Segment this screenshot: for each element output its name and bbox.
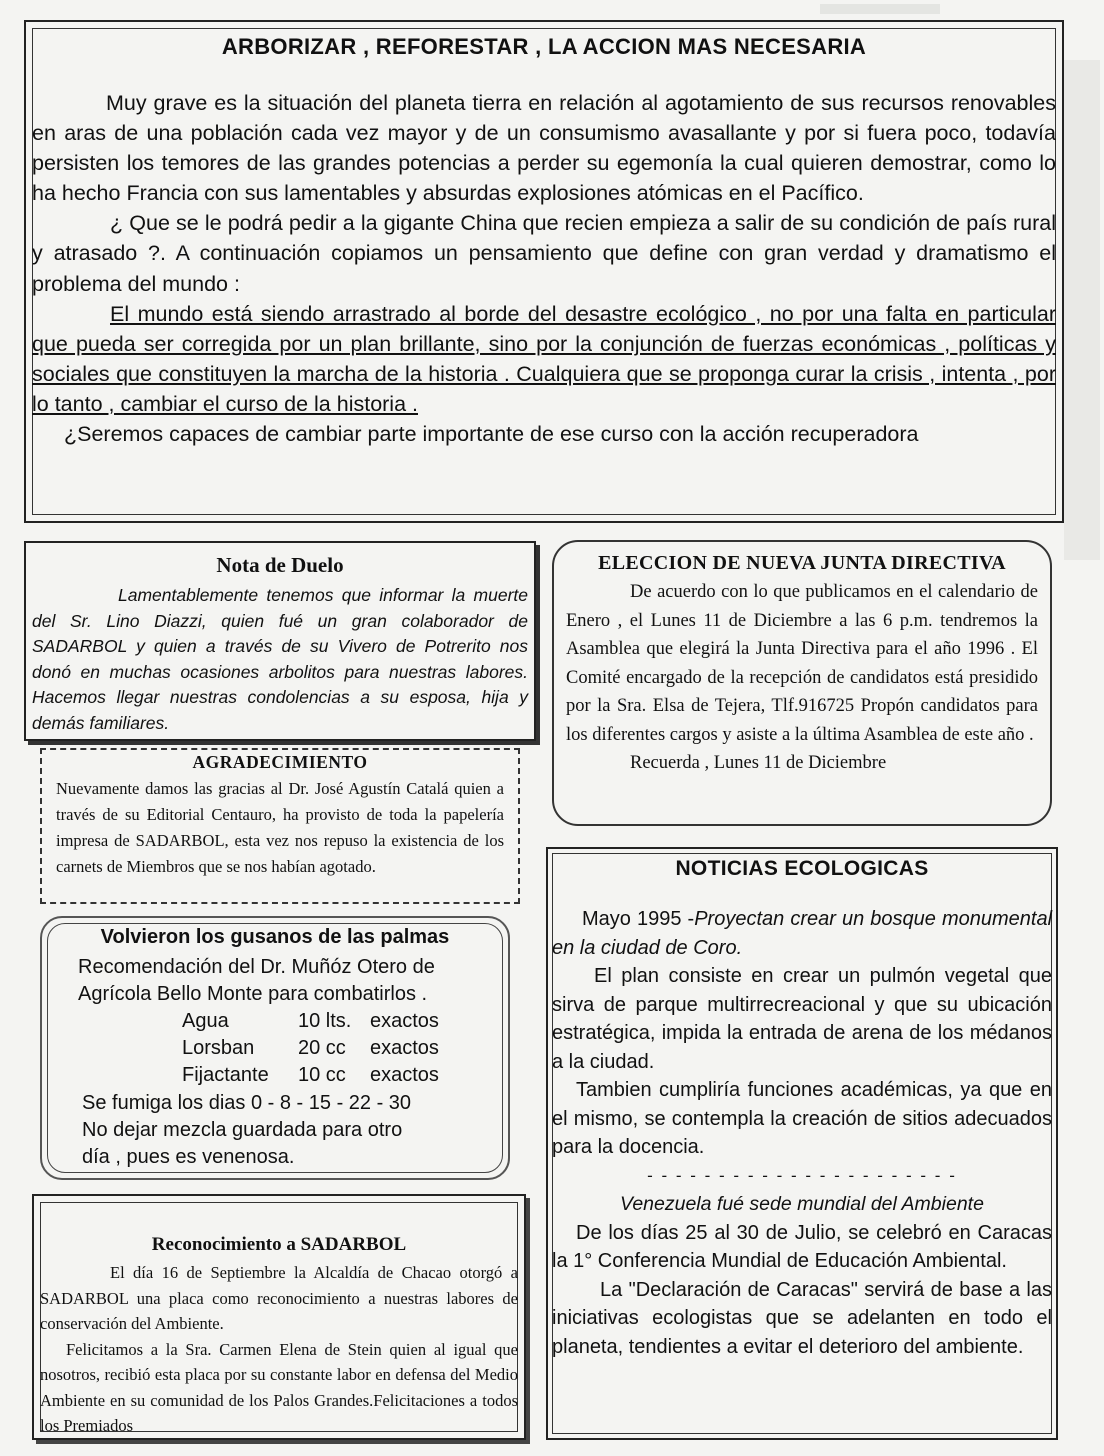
ingredient-note: exactos bbox=[370, 1010, 439, 1032]
gusanos-intro: Recomendación del Dr. Muñóz Otero de bbox=[78, 956, 435, 978]
eleccion-text-container bbox=[566, 578, 1038, 778]
noticias-text-container bbox=[552, 905, 1052, 1361]
nota-de-duelo-box bbox=[24, 541, 536, 741]
news-paragraph: El plan consiste en crear un pulmón vegetal que sirva de parque multirrecreacional y que su ubicación estratégica, impida la entrada de arena de los médanos a la ciudad. bbox=[552, 965, 1052, 1073]
agradecimiento-box bbox=[40, 748, 520, 904]
ingredient-name: Lorsban bbox=[182, 1037, 255, 1059]
gusanos-warning: día , pues es venenosa. bbox=[82, 1146, 295, 1168]
ingredient-note: exactos bbox=[370, 1037, 439, 1059]
agradecimiento-text: Nuevamente damos las gracias al Dr. José Agustín Catalá quien a través de su Editorial Centauro, ha provisto de toda la papelería impresa de SADARBOL, esta vez nos repuso la existencia de los carnets de Miembros que se nos habían agotado. bbox=[56, 779, 504, 876]
ingredient-name: Fijactante bbox=[182, 1064, 269, 1086]
eleccion-title: ELECCION DE NUEVA JUNTA DIRECTIVA bbox=[598, 552, 1006, 574]
news-paragraph: Tambien cumpliría funciones académicas, ya que en el mismo, se contempla la creación de sitios adecuados para la docencia. bbox=[552, 1079, 1052, 1158]
article-title: ARBORIZAR , REFORESTAR , LA ACCION MAS NECESARIA bbox=[221, 34, 867, 59]
gusanos-intro: Agrícola Bello Monte para combatirlos . bbox=[78, 983, 428, 1005]
news-date: Mayo 1995 - bbox=[582, 908, 695, 930]
eleccion-text: De acuerdo con lo que publicamos en el calendario de Enero , el Lunes 11 de Diciembre a las 6 p.m. tendremos la Asamblea que elegirá la Junta Directiva para el año 1996 . El Comité encargado de la recepción de candidatos está presidido por la Sra. Elsa de Tejera, Tlf.916725 Propón candidatos para los diferentes cargos y asiste a la última Asamblea de este año . bbox=[566, 582, 1038, 745]
eleccion-junta-box bbox=[552, 540, 1052, 826]
agradecimiento-title: AGRADECIMIENTO bbox=[192, 752, 368, 772]
article-quote: El mundo está siendo arrastrado al borde del desastre ecológico , no por una falta en particular que pueda ser corregida por un plan brillante, sino por la conjunción de fuerzas económicas , políticas y sociales que constituyen la marcha de la historia . Cualquiera que se proponga curar la crisis , intenta , por lo tanto , cambiar el curso de la historia . bbox=[32, 301, 1056, 416]
news-paragraph: De los días 25 al 30 de Julio, se celebró en Caracas la 1° Conferencia Mundial de Educación Ambiental. bbox=[552, 1221, 1052, 1272]
news-divider: - - - - - - - - - - - - - - - - - - - - - - bbox=[647, 1165, 957, 1185]
ingredient-qty: 10 lts. bbox=[298, 1010, 352, 1032]
reconocimiento-box bbox=[32, 1194, 526, 1440]
news-paragraph: La "Declaración de Caracas" servirá de base a las iniciativas ecologistas que se adelanten en todo el planeta, tendientes a evitar el deterioro del ambiente. bbox=[552, 1278, 1052, 1358]
noticias-ecologicas-box bbox=[546, 847, 1058, 1440]
main-article bbox=[24, 20, 1064, 523]
reconocimiento-text-container bbox=[40, 1260, 518, 1439]
ingredient-note: exactos bbox=[370, 1064, 439, 1086]
gusanos-warning: No dejar mezcla guardada para otro bbox=[82, 1119, 403, 1141]
news-headline: Proyectan crear un bosque monumental en la ciudad de Coro. bbox=[552, 908, 1053, 959]
gusanos-title: Volvieron los gusanos de las palmas bbox=[100, 926, 450, 948]
article-paragraph: Muy grave es la situación del planeta tierra en relación al agotamiento de sus recursos renovables en aras de una población cada vez mayor y de un consumismo avasallante y por si fuera poco, todavía persisten los temores de las grandes potencias a perder su egemonía la cual quieren demostrar, como lo ha hecho Francia con sus lamentables y absurdas explosiones atómicas en el Pacífico. bbox=[32, 91, 1056, 206]
bleed-through-shade bbox=[1064, 60, 1100, 560]
duelo-title: Nota de Duelo bbox=[216, 553, 344, 577]
article-paragraph: ¿ Que se le podrá pedir a la gigante China que recien empieza a salir de su condición de país rural y atrasado ?. A continuación copiamos un pensamiento que define con gran verdad y dramatismo el problema del mundo : bbox=[32, 211, 1056, 296]
agradecimiento-text-container bbox=[56, 776, 504, 880]
news-headline: Venezuela fué sede mundial del Ambiente bbox=[620, 1193, 984, 1215]
gusanos-palmas-box bbox=[40, 916, 510, 1180]
duelo-text-container bbox=[32, 583, 528, 736]
noticias-title: NOTICIAS ECOLOGICAS bbox=[675, 857, 929, 880]
duelo-text: Lamentablemente tenemos que informar la muerte del Sr. Lino Diazzi, quien fué un gran colaborador de SADARBOL y quien a través de su Vivero de Potrerito nos donó en muchas ocasiones arbolitos para nuestras labores. Hacemos llegar nuestras condolencias a su esposa, hija y demás familiares. bbox=[32, 585, 528, 733]
bleed-through-shade bbox=[820, 4, 940, 14]
eleccion-reminder: Recuerda , Lunes 11 de Diciembre bbox=[630, 753, 887, 773]
ingredient-qty: 10 cc bbox=[298, 1064, 346, 1086]
reconocimiento-paragraph: Felicitamos a la Sra. Carmen Elena de Stein quien al igual que nosotros, recibió esta placa por su constante labor en defensa del Medio Ambiente en su comunidad de los Palos Grandes.Felicitaciones a todos los Premiados bbox=[40, 1339, 518, 1435]
reconocimiento-paragraph: El día 16 de Septiembre la Alcaldía de Chacao otorgó a SADARBOL una placa como reconocimiento a nuestras labores de conservación del Ambiente. bbox=[40, 1263, 518, 1333]
reconocimiento-title: Reconocimiento a SADARBOL bbox=[151, 1234, 407, 1255]
ingredient-qty: 20 cc bbox=[298, 1037, 346, 1059]
article-paragraph: ¿Seremos capaces de cambiar parte importante de ese curso con la acción recuperadora bbox=[64, 422, 919, 447]
article-body bbox=[32, 88, 1056, 449]
gusanos-schedule: Se fumiga los dias 0 - 8 - 15 - 22 - 30 bbox=[82, 1092, 412, 1114]
ingredient-name: Agua bbox=[182, 1010, 229, 1032]
